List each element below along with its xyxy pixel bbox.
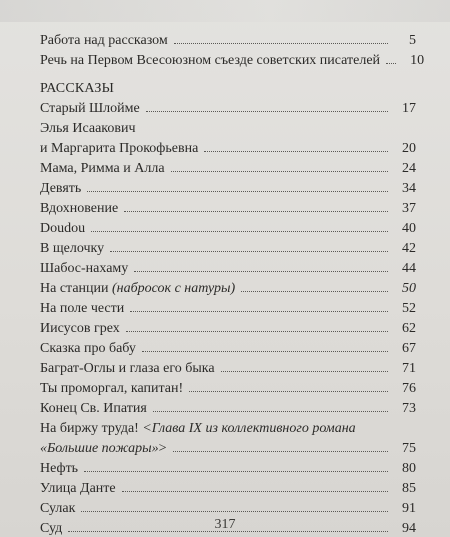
entry-title: На поле чести — [40, 300, 125, 316]
entry-title-line1 — [40, 416, 416, 436]
entry-page: 20 — [402, 140, 416, 156]
entry-title: Работа над рассказом — [40, 32, 168, 48]
entry-page: 42 — [402, 240, 416, 256]
toc-entry-multiline — [40, 416, 416, 456]
toc-entry — [40, 136, 416, 156]
entry-title: Суд — [40, 520, 63, 536]
entry-title — [40, 281, 235, 296]
entry-page: 71 — [402, 360, 416, 376]
entry-page: 44 — [402, 260, 416, 276]
leader-dots — [174, 43, 388, 44]
entry-page: 40 — [402, 220, 416, 236]
entry-title: Конец Св. Ипатия — [40, 400, 147, 416]
toc-entry — [40, 336, 416, 356]
section-heading: РАССКАЗЫ — [40, 80, 115, 96]
entry-page: 5 — [409, 32, 416, 48]
entry-title: В щелочку — [40, 240, 105, 256]
leader-dots — [146, 111, 388, 112]
entry-title-line1: Элья Исаакович — [40, 120, 136, 136]
entry-title: Иисусов грех — [40, 320, 120, 336]
entry-title: Doudou — [40, 220, 86, 236]
leader-dots — [126, 331, 388, 332]
entry-title: Шабос-нахаму — [40, 260, 129, 276]
entry-title-main: На биржу труда! — [40, 420, 139, 436]
entry-title: Улица Данте — [40, 480, 116, 496]
entry-title-italic: <Глава IX из коллективного романа — [142, 420, 356, 436]
entry-page: 67 — [402, 340, 416, 356]
entry-page: 52 — [402, 300, 416, 316]
entry-title-italic: «Большие пожары» — [40, 440, 159, 456]
leader-dots — [84, 471, 388, 472]
bleed-through-shadow — [0, 0, 450, 22]
entry-title: Девять — [40, 180, 82, 196]
entry-title: Сулак — [40, 500, 76, 516]
leader-dots — [81, 511, 388, 512]
entry-page: 24 — [402, 160, 416, 176]
leader-dots — [91, 231, 388, 232]
leader-dots — [124, 211, 388, 212]
toc-entry — [40, 456, 416, 476]
entry-page: 17 — [402, 100, 416, 116]
entry-title-line2 — [40, 441, 167, 456]
leader-dots — [153, 411, 388, 412]
leader-dots — [221, 371, 388, 372]
toc-entry — [40, 28, 416, 48]
entry-page: 76 — [402, 380, 416, 396]
toc-entry — [40, 256, 416, 276]
leader-dots — [130, 311, 388, 312]
entry-page: 85 — [402, 480, 416, 496]
leader-dots — [173, 451, 388, 452]
entry-page: 50 — [402, 280, 416, 296]
entry-title: Нефть — [40, 460, 79, 476]
entry-title: Мама, Римма и Алла — [40, 160, 165, 176]
toc-entry — [40, 496, 416, 516]
leader-dots — [134, 271, 388, 272]
toc-entry — [40, 236, 416, 256]
entry-title: Баграт-Оглы и глаза его быка — [40, 360, 215, 376]
entry-page: 37 — [402, 200, 416, 216]
toc-entry — [40, 176, 416, 196]
leader-dots — [87, 191, 388, 192]
entry-title-main: На станции — [40, 280, 109, 296]
toc-entry — [40, 156, 416, 176]
entry-title-line2: и Маргарита Прокофьевна — [40, 140, 199, 156]
entry-title: Вдохновение — [40, 200, 119, 216]
entry-title-italic: (набросок с натуры) — [112, 280, 236, 296]
entry-page: 34 — [402, 180, 416, 196]
entry-title-tail: > — [158, 440, 167, 456]
toc-entry — [40, 96, 416, 116]
leader-dots — [189, 391, 388, 392]
entry-title: Сказка про бабу — [40, 340, 136, 356]
toc-entry — [40, 356, 416, 376]
entry-title: Речь на Первом Всесоюзном съезде советских писателей — [40, 52, 381, 68]
toc-entry — [40, 436, 416, 456]
toc-entry — [40, 376, 416, 396]
toc-entry-multiline — [40, 116, 416, 156]
entry-title: Ты проморгал, капитан! — [40, 380, 184, 396]
entry-page: 80 — [402, 460, 416, 476]
toc-entry — [40, 276, 416, 296]
toc-entry — [40, 296, 416, 316]
entry-page: 73 — [402, 400, 416, 416]
toc-entry — [40, 396, 416, 416]
toc-entry — [40, 48, 425, 68]
leader-dots — [122, 491, 388, 492]
page-number: 317 — [214, 517, 236, 532]
entry-title: Старый Шлойме — [40, 100, 140, 116]
toc-entry — [40, 316, 416, 336]
entry-page: 75 — [402, 440, 416, 456]
toc-entry — [40, 476, 416, 496]
table-of-contents — [40, 28, 425, 536]
toc-entry — [40, 196, 416, 216]
leader-dots — [110, 251, 388, 252]
leader-dots — [171, 171, 388, 172]
entry-page: 94 — [402, 520, 416, 536]
entry-page: 91 — [402, 500, 416, 516]
leader-dots — [204, 151, 388, 152]
entry-page: 10 — [410, 52, 425, 68]
leader-dots — [386, 63, 396, 64]
leader-dots — [241, 291, 388, 292]
leader-dots — [142, 351, 388, 352]
entry-page: 62 — [402, 320, 416, 336]
toc-entry — [40, 216, 416, 236]
